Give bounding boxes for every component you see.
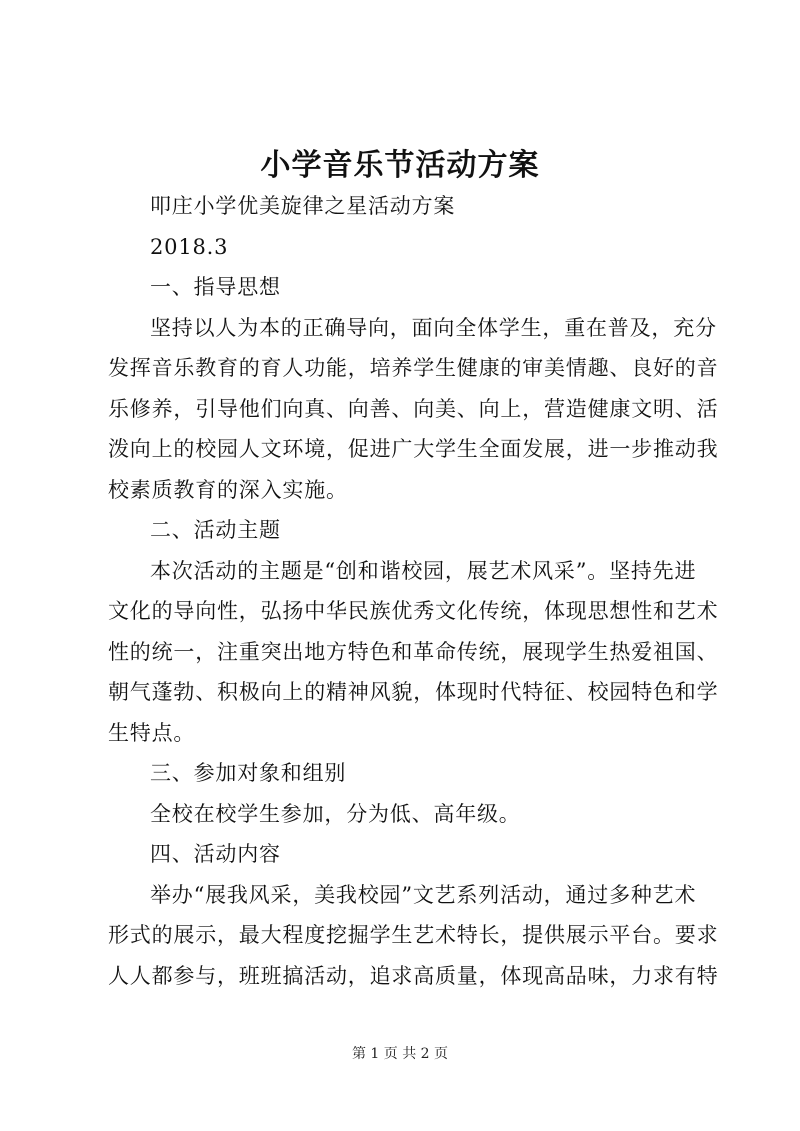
paragraph-line: 性的统一，注重突出地方特色和革命传统，展现学生热爱祖国、 <box>108 639 719 664</box>
paragraph-line: 人人都参与，班班搞活动，追求高质量，体现高品味，力求有特 <box>108 963 719 988</box>
paragraph-line: 形式的展示，最大程度挖掘学生艺术特长，提供展示平台。要求 <box>108 923 719 947</box>
page-number-footer: 第 1 页 共 2 页 <box>351 1046 449 1062</box>
date-line: 2018.3 <box>150 234 229 259</box>
paragraph-line: 文化的导向性，弘扬中华民族优秀文化传统，体现思想性和艺术 <box>108 599 719 623</box>
paragraph-line: 本次活动的主题是“创和谐校园，展艺术风采”。坚持先进 <box>150 558 697 583</box>
section-heading-activity-theme: 二、活动主题 <box>150 518 281 542</box>
paragraph-line: 校素质教育的深入实施。 <box>108 477 348 502</box>
paragraph-line: 发挥音乐教育的育人功能，培养学生健康的审美情趣、良好的音 <box>108 356 719 380</box>
page-title: 小学音乐节活动方案 <box>260 148 540 183</box>
section-heading-activity-content: 四、活动内容 <box>150 842 281 866</box>
paragraph-line: 生特点。 <box>108 720 196 745</box>
paragraph-line: 坚持以人为本的正确导向，面向全体学生，重在普及，充分 <box>150 315 717 340</box>
subtitle-line: 叩庄小学优美旋律之星活动方案 <box>150 194 456 218</box>
document-body <box>108 186 719 996</box>
section-heading-participants: 三、参加对象和组别 <box>150 761 347 785</box>
section-heading-guiding-ideology: 一、指导思想 <box>150 275 281 299</box>
paragraph-line: 泼向上的校园人文环境，促进广大学生全面发展，进一步推动我 <box>108 437 719 461</box>
paragraph-line: 举办“展我风采，美我校园”文艺系列活动，通过多种艺术 <box>150 882 697 907</box>
paragraph-line: 乐修养，引导他们向真、向善、向美、向上，营造健康文明、活 <box>108 396 719 421</box>
paragraph-line: 朝气蓬勃、积极向上的精神风貌，体现时代特征、校园特色和学 <box>108 680 719 704</box>
paragraph-line: 全校在校学生参加，分为低、高年级。 <box>150 801 521 826</box>
